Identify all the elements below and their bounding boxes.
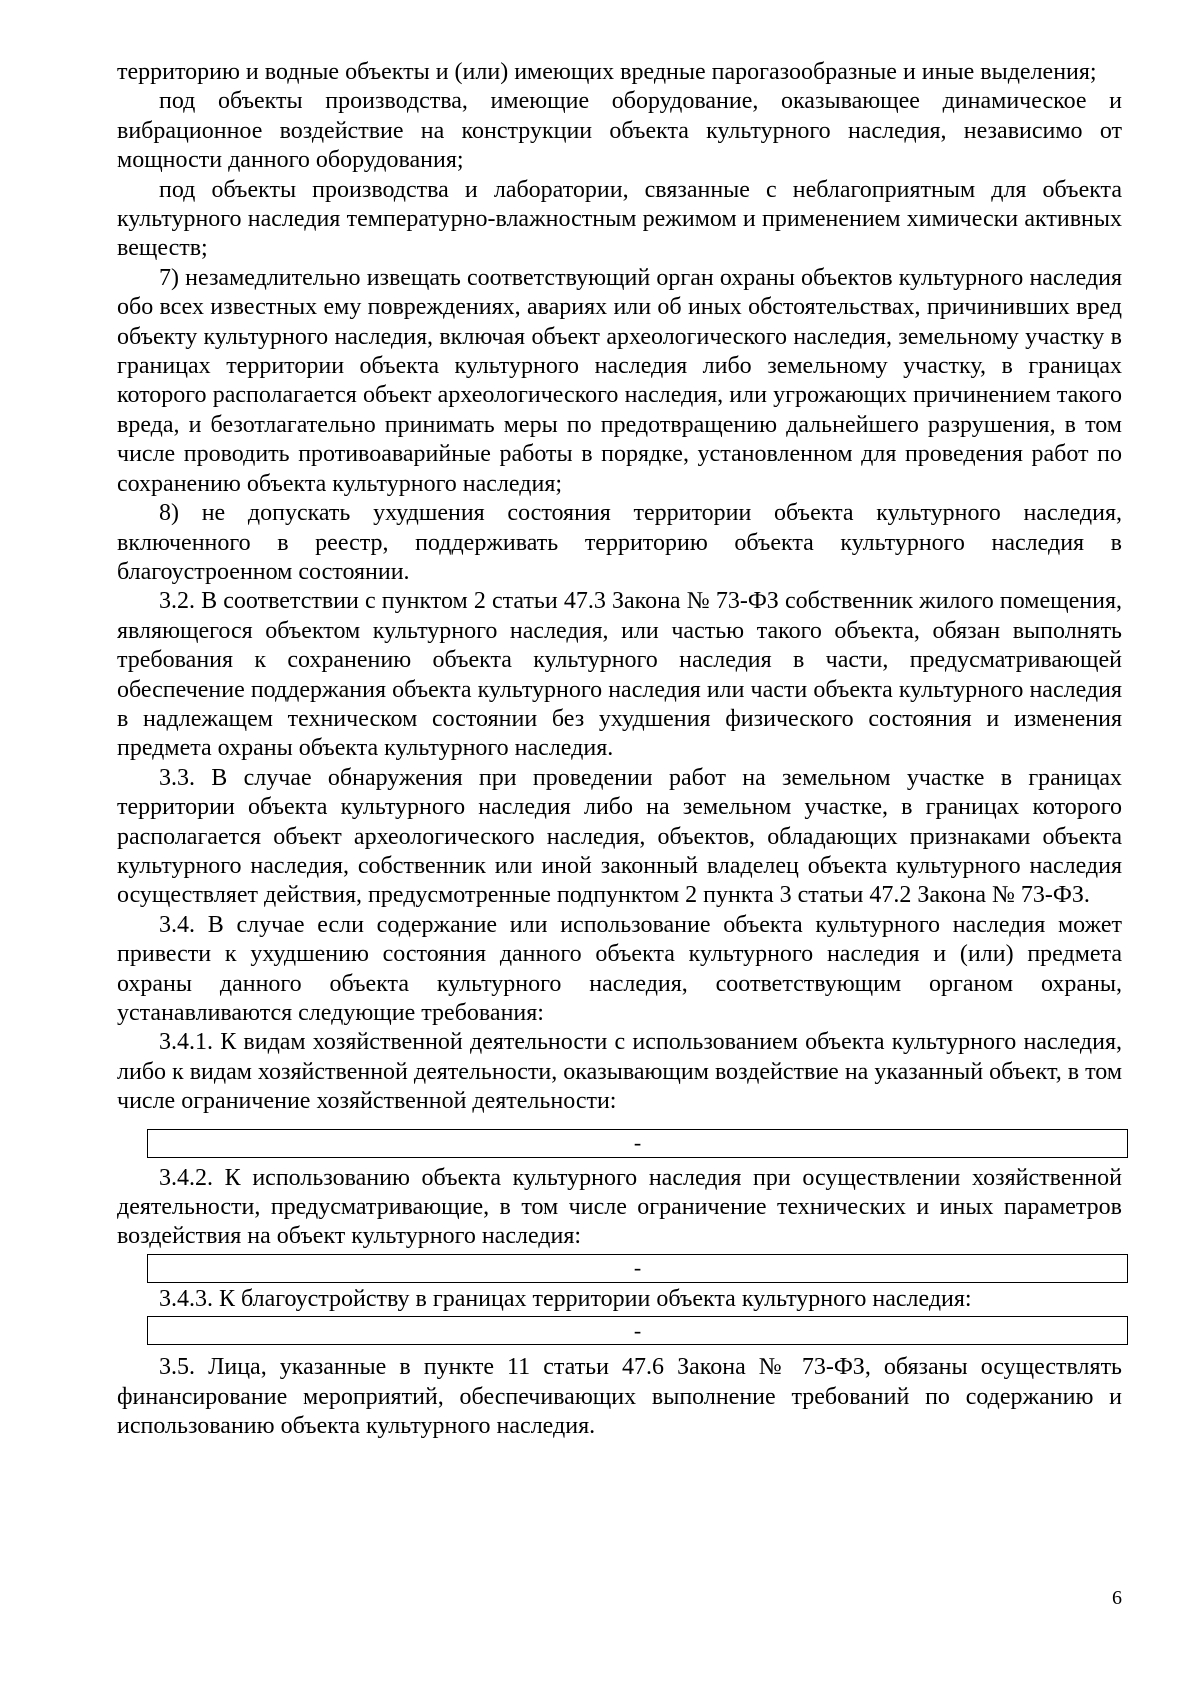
paragraph-3-4-1: 3.4.1. К видам хозяйственной деятельности с использованием объекта культурного наследия, либо к видам хозяйственной деятельности, оказывающим воздействие на указанный объект, в том числе ограничение хозяйственной деятельности: [117,1029,1122,1115]
requirement-box-3-4-3-value: - [633,1317,642,1343]
paragraph-3-2: 3.2. В соответствии с пунктом 2 статьи 47.3 Закона № 73-ФЗ собственник жилого помещения, являющегося объектом культурного наследия, или частью такого объекта, обязан выполнять требования к сохранению объекта культурного наследия в части, предусматривающей обеспечение поддержания объекта культурного наследия или части объекта культурного наследия в надлежащем техническом состоянии без ухудшения физического состояния и изменения предмета охраны объекта культурного наследия. [117,588,1122,762]
paragraph-item-7: 7) незамедлительно извещать соответствующий орган охраны объектов культурного наследия обо всех известных ему повреждениях, авариях или об иных обстоятельствах, причинивших вред объекту культурного наследия, включая объект археологического наследия, земельному участку в границах территории объекта культурного наследия либо земельному участку, в границах которого располагается объект археологического наследия, или угрожающих причинением такого вреда, и безотлагательно принимать меры по предотвращению дальнейшего разрушения, в том числе проводить противоаварийные работы в порядке, установленном для проведения работ по сохранению объекта культурного наследия; [117,264,1122,497]
paragraph-item-8: 8) не допускать ухудшения состояния территории объекта культурного наследия, включенного в реестр, поддерживать территорию объекта культурного наследия в благоустроенном состоянии. [117,500,1122,585]
requirement-box-3-4-3 [147,1316,1128,1345]
paragraph-3-4: 3.4. В случае если содержание или использование объекта культурного наследия может привести к ухудшению состояния данного объекта культурного наследия и (или) предмета охраны данного объекта культурного наследия, соответствующим органом охраны, устанавливаются следующие требования: [117,911,1122,1026]
requirement-box-3-4-1-value: - [633,1130,642,1156]
document-page [117,58,1122,1441]
paragraph-continuation: территорию и водные объекты и (или) имеющих вредные парогазообразные и иные выделения; [117,59,1097,85]
requirement-box-3-4-2-value: - [633,1255,642,1281]
paragraph-3-4-3: 3.4.3. К благоустройству в границах территории объекта культурного наследия: [159,1285,972,1312]
paragraph-laboratories: под объекты производства и лаборатории, связанные с неблагоприятным для объекта культурного наследия температурно-влажностным режимом и применением химически активных веществ; [117,176,1122,262]
paragraph-3-4-2: 3.4.2. К использованию объекта культурного наследия при осуществлении хозяйственной деятельности, предусматривающие, в том числе ограничение технических и иных параметров воздействия на объект культурного наследия: [117,1164,1122,1250]
paragraph-3-3: 3.3. В случае обнаружения при проведении работ на земельном участке в границах территории объекта культурного наследия либо на земельном участке, в границах которого располагается объект археологического наследия, объектов, обладающих признаками объекта культурного наследия, собственник или иной законный владелец объекта культурного наследия осуществляет действия, предусмотренные подпунктом 2 пункта 3 статьи 47.2 Закона № 73-ФЗ. [117,764,1122,909]
paragraph-equipment-objects: под объекты производства, имеющие оборудование, оказывающее динамическое и вибрационное воздействие на конструкции объекта культурного наследия, независимо от мощности данного оборудования; [117,88,1122,174]
requirement-box-3-4-2 [147,1254,1128,1283]
paragraph-3-5: 3.5. Лица, указанные в пункте 11 статьи 47.6 Закона № 73-ФЗ, обязаны осуществлять финансирование мероприятий, обеспечивающих выполнение требований по содержанию и использованию объекта культурного наследия. [117,1354,1122,1440]
page-number: 6 [1112,1587,1122,1609]
requirement-box-3-4-1 [147,1129,1128,1158]
